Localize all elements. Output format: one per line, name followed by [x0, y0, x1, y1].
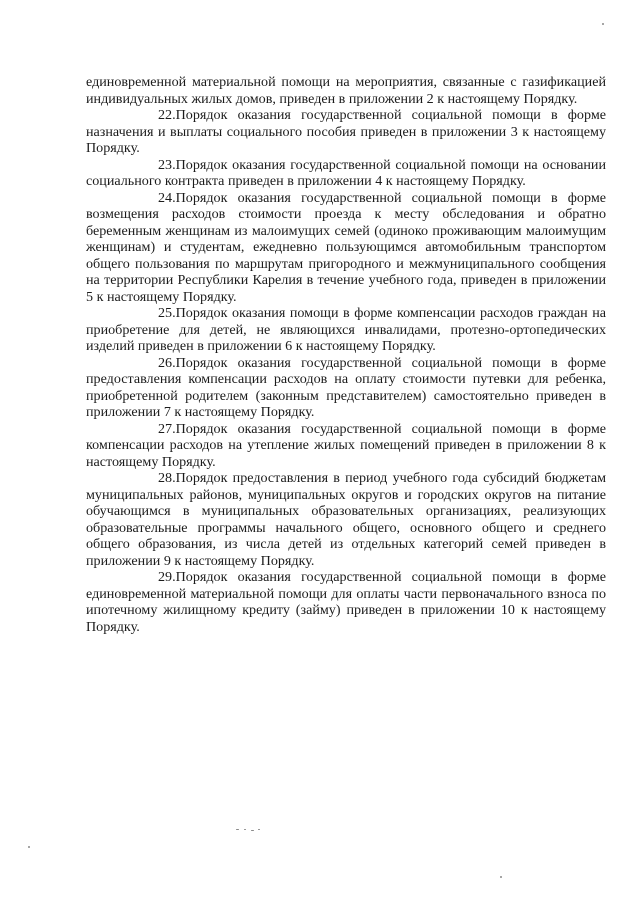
paragraph-number: 27.: [158, 420, 176, 437]
paragraph-continuation: [86, 74, 606, 107]
scan-speck: [236, 829, 239, 830]
scan-speck: [28, 846, 30, 848]
paragraph-text: единовременной материальной помощи на мероприятия, связанные с газификацией индивидуальных жилых домов, приведен в приложении 2 к настоящему Порядку.: [86, 74, 606, 107]
paragraph-24: [86, 190, 606, 306]
paragraph-number: 25.: [158, 305, 176, 321]
paragraph-number: 28.: [158, 470, 176, 486]
scan-speck: [258, 829, 260, 830]
paragraph-text: Порядок оказания государственной социальной помощи на основании социального контракта приведен в приложении 4 к настоящему Порядку.: [86, 156, 606, 189]
document-body: [86, 74, 606, 635]
scan-speck: [500, 876, 502, 878]
paragraph-text: Порядок оказания государственной социальной помощи в форме назначения и выплаты социального пособия приведен в приложении 3 к настоящему Порядку.: [86, 107, 606, 156]
paragraph-25: [86, 305, 606, 355]
paragraph-number: 24.: [158, 189, 176, 206]
paragraph-number: 23.: [158, 156, 176, 173]
paragraph-number: 26.: [158, 354, 176, 371]
scan-speck: [251, 830, 254, 831]
paragraph-27: [86, 421, 606, 471]
paragraph-28: [86, 470, 606, 569]
paragraph-text: Порядок предоставления в период учебного года субсидий бюджетам муниципальных районов, муниципальных округов и городских округов на питание обучающимся в муниципальных образовательных организациях, реализующих образовательные программы начального общего, основного общего и среднего общего образования, из числа детей из отдельных категорий семей приведен в приложении 9 к настоящему Порядку.: [86, 470, 606, 569]
paragraph-23: [86, 157, 606, 190]
paragraph-text: Порядок оказания государственной социальной помощи в форме компенсации расходов на утепление жилых помещений приведен в приложении 8 к настоящему Порядку.: [86, 420, 606, 470]
paragraph-26: [86, 355, 606, 421]
paragraph-number: 22.: [158, 107, 176, 123]
paragraph-29: [86, 569, 606, 635]
paragraph-text: Порядок оказания помощи в форме компенсации расходов граждан на приобретение для детей, не являющихся инвалидами, протезно-ортопедических изделий приведен в приложении 6 к настоящему Порядку.: [86, 305, 606, 354]
paragraph-number: 29.: [158, 569, 176, 585]
scan-speck: [244, 829, 246, 830]
paragraph-text: Порядок оказания государственной социальной помощи в форме предоставления компенсации расходов на оплату стоимости путевки для ребенка, приобретенной родителем (законным представителем) самостоятельно приведен в приложении 7 к настоящему Порядку.: [86, 354, 606, 420]
scan-speck: [602, 23, 604, 25]
paragraph-text: Порядок оказания государственной социальной помощи в форме возмещения расходов стоимости проезда к месту обследования и обратно беременным женщинам из малоимущих семей (одиноко проживающим малоимущим женщинам) и студентам, ежедневно пользующимся автомобильным транспортом общего пользования по маршрутам пригородного и межмуниципального сообщения на территории Республики Карелия в течение учебного года, приведен в приложении 5 к настоящему Порядку.: [86, 189, 606, 305]
paragraph-22: [86, 107, 606, 157]
paragraph-text: Порядок оказания государственной социальной помощи в форме единовременной материальной помощи для оплаты части первоначального взноса по ипотечному жилищному кредиту (займу) приведен в приложении 10 к настоящему Порядку.: [86, 569, 606, 635]
